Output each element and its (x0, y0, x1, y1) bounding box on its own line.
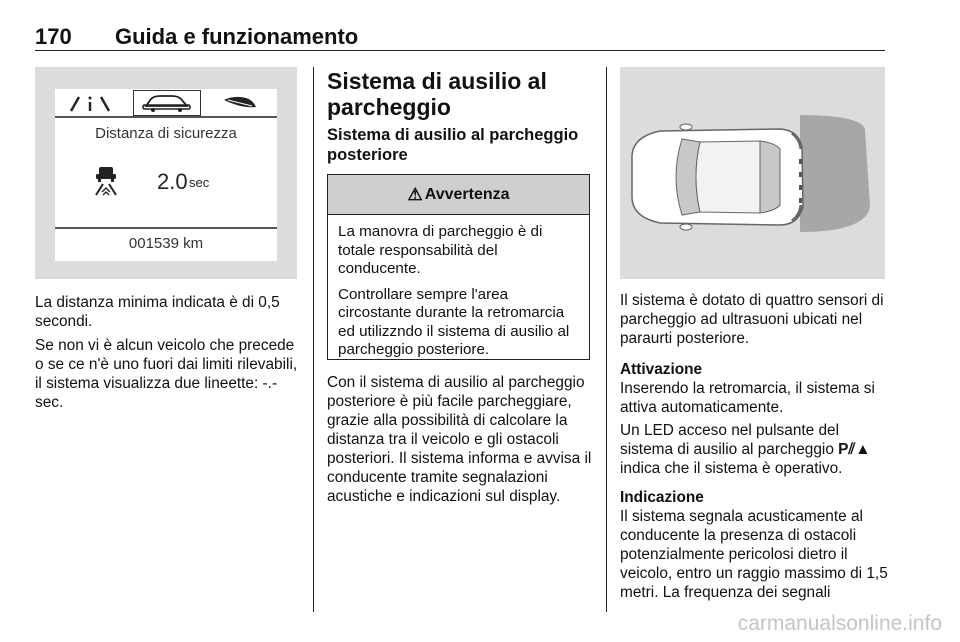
activation-paragraph-2 (620, 421, 888, 478)
warning-title: Avvertenza (424, 185, 510, 203)
column-divider-2 (606, 67, 607, 612)
warning-text-1: La manovra di parcheggio è di totale responsabilità del conducente. (338, 223, 543, 277)
distance-paragraph: La distanza minima indicata è di 0,5 secondi. (35, 294, 280, 330)
odometer-reading: 001539 km (128, 235, 204, 252)
following-distance-value: 2.0 (157, 169, 188, 194)
activation-text-b: indica che il sistema è operativo. (620, 460, 843, 477)
activation-paragraph-1: Inserendo la retromarcia, il sistema si attiva automaticamente. (620, 380, 875, 416)
section-subtitle: Sistema di ausilio al parcheggio posteriore (327, 126, 579, 164)
indication-heading: Indicazione (620, 489, 704, 506)
page-number: 170 (35, 24, 72, 49)
parking-sensor-illustration (620, 67, 885, 279)
following-distance-icon (90, 165, 122, 197)
park-assist-icon: P⫽▲ (838, 441, 871, 458)
page-header (35, 20, 885, 51)
display-screen (55, 89, 277, 261)
activation-heading: Attivazione (620, 361, 703, 378)
warning-header (328, 175, 589, 215)
leaf-icon (220, 94, 260, 112)
warning-body (328, 215, 589, 360)
following-distance-unit: sec (189, 175, 210, 190)
lane-icon (65, 92, 117, 114)
chapter-title: Guida e funzionamento (115, 24, 359, 49)
car-icon-selected (133, 90, 201, 116)
display-title: Distanza di sicurezza (95, 125, 237, 142)
display-divider-top (55, 116, 277, 118)
sensors-paragraph: Il sistema è dotato di quattro sensori di parcheggio ad ultrasuoni ubicati nel paraurti posteriore. (620, 292, 884, 347)
column-divider-1 (313, 67, 314, 612)
warning-icon: ⚠ (407, 184, 423, 204)
cluster-display-illustration (35, 67, 297, 279)
warning-box (327, 174, 590, 360)
activation-text-a: Un LED acceso nel pulsante del sistema di ausilio al parcheggio (620, 422, 840, 458)
watermark: carmanualsonline.info (737, 612, 942, 635)
section-title: Sistema di ausilio al parcheggio (327, 68, 547, 120)
indication-paragraph: Il sistema segnala acusticamente al conducente la presenza di ostacoli potenzialmente pericolosi dietro il veicolo, entro un raggio massimo di 1,5 metri. La frequenza dei segnali (620, 508, 888, 601)
no-vehicle-paragraph: Se non vi è alcun veicolo che precede o se ce n'è uno fuori dai limiti rilevabili, il sistema visualizza due lineette: -.- sec. (35, 337, 298, 411)
warning-text-2: Controllare sempre l'area circostante durante la retromarcia ed utilizzndo il sistema di ausilio al parcheggio posteriore. (338, 285, 570, 358)
parking-aid-description: Con il sistema di ausilio al parcheggio posteriore è più facile parcheggiare, grazie alla possibilità di calcolare la distanza tra il veicolo e gli ostacoli posteriori. Il sistema informa e avvisa il conducente tramite segnalazioni acustiche e indicazioni sul display. (327, 374, 592, 505)
display-divider-bottom (55, 227, 277, 229)
